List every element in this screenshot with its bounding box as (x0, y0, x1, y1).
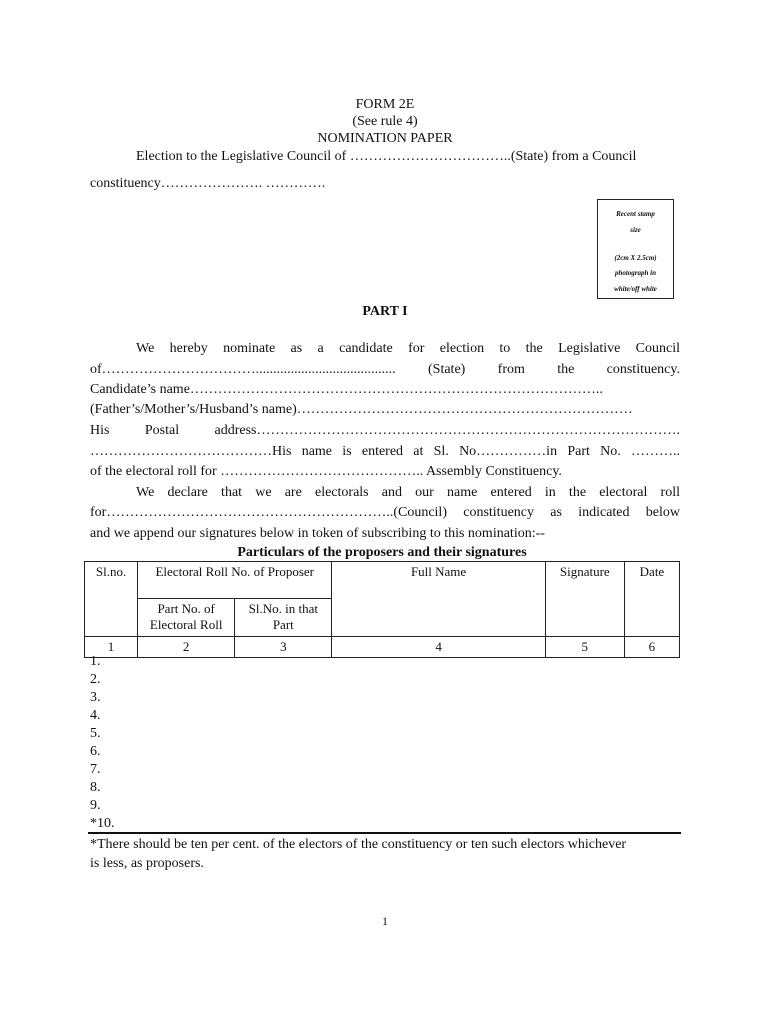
body-line: (Father’s/Mother’s/Husband’s name)……………………………………………………………… (90, 402, 633, 417)
photograph-box (597, 199, 674, 299)
list-item: 6. (90, 744, 101, 759)
header-sl-in-part: Sl.No. in that Part (235, 599, 332, 637)
page-number: 1 (382, 914, 388, 928)
header-date: Date (624, 562, 679, 637)
column-number: 2 (138, 637, 235, 658)
column-number: 6 (624, 637, 679, 658)
photo-box-line: (2cm X 2.5cm) (614, 254, 657, 262)
header-full-name: Full Name (332, 562, 545, 637)
column-number: 5 (545, 637, 624, 658)
list-item: *10. (90, 816, 115, 831)
header-part-no: Part No. of Electoral Roll (138, 599, 235, 637)
body-line: of……………………………........................................ (State) from the constituency. (90, 362, 680, 377)
list-item: 2. (90, 672, 101, 687)
list-item: 1. (90, 654, 101, 669)
header-electoral-roll: Electoral Roll No. of Proposer (138, 562, 332, 599)
election-line-2: constituency…………………. …………. (90, 176, 326, 191)
proposers-table (84, 561, 680, 658)
body-line: Candidate’s name…………………………………………………………………………….. (90, 382, 603, 397)
document-title: NOMINATION PAPER (317, 131, 453, 146)
photo-box-line: Recent stamp (616, 210, 655, 218)
list-item: 7. (90, 762, 101, 777)
header-slno: Sl.no. (85, 562, 138, 637)
list-item: 8. (90, 780, 101, 795)
column-number: 1 (85, 637, 138, 658)
column-number: 3 (235, 637, 332, 658)
election-line-1: Election to the Legislative Council of ……………………………..(State) from a Council (136, 149, 637, 164)
body-line: We hereby nominate as a candidate for election to the Legislative Council (136, 341, 680, 356)
photo-box-line: photograph in (614, 269, 657, 277)
list-item: 3. (90, 690, 101, 705)
photo-box-line: white/off white (614, 285, 657, 293)
body-line: …………………………………His name is entered at Sl. No……………in Part No. ……….. (90, 444, 680, 459)
column-number: 4 (332, 637, 545, 658)
body-line: We declare that we are electorals and our name entered in the electoral roll (136, 485, 680, 500)
proposer-rows (90, 653, 115, 833)
list-item: 9. (90, 798, 101, 813)
list-item: 4. (90, 708, 101, 723)
body-line: of the electoral roll for …………………………………….. Assembly Constituency. (90, 464, 562, 479)
footnote-continued: is less, as proposers. (90, 856, 204, 871)
footnote: *There should be ten per cent. of the electors of the constituency or ten such electors whichever (90, 837, 627, 852)
table-caption: Particulars of the proposers and their signatures (237, 545, 527, 560)
body-line: and we append our signatures below in token of subscribing to this nomination:-- (90, 526, 545, 541)
rule-reference: (See rule 4) (352, 114, 418, 129)
header-signature: Signature (545, 562, 624, 637)
list-item: 5. (90, 726, 101, 741)
body-line: for……………………………………………………..(Council) constituency as indicated below (90, 505, 680, 520)
body-line: His Postal address………………………………………………………………………………. (90, 423, 680, 438)
photo-box-line: size (630, 226, 641, 234)
form-number: FORM 2E (355, 97, 415, 112)
part-heading: PART I (362, 304, 408, 319)
footnote-divider (88, 832, 681, 834)
